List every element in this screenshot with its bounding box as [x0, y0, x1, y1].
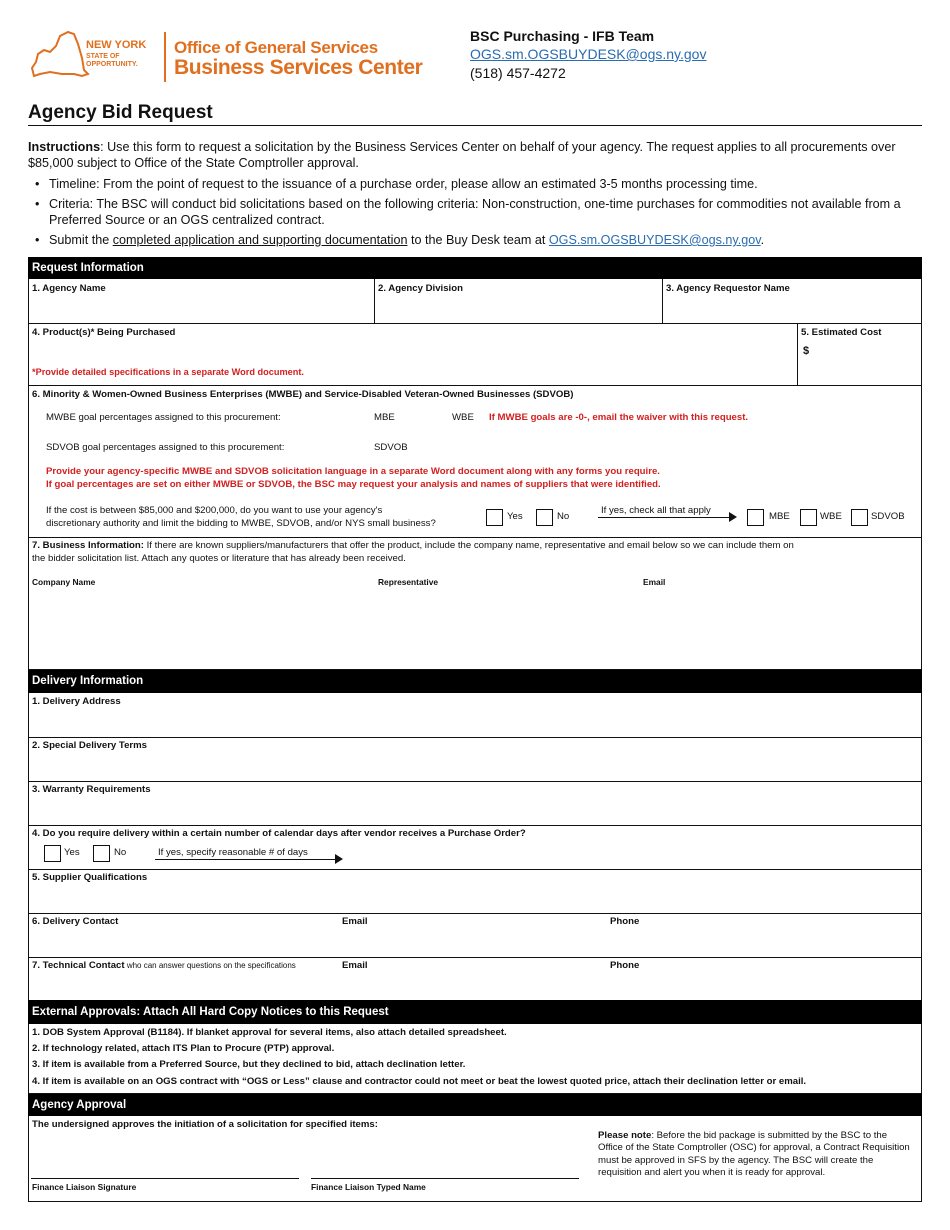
- org-name-line1: Office of General Services: [174, 38, 378, 57]
- technical-contact-note: who can answer questions on the specifications: [124, 961, 296, 970]
- please-note: [598, 1130, 914, 1180]
- delivery-contact-email-field[interactable]: Email: [342, 916, 368, 927]
- red-note-2: If goal percentages are set on either MWBE or SDVOB, the BSC may request your analysis and names of suppliers that were identified.: [46, 479, 661, 490]
- title-rule: [28, 125, 922, 126]
- cost-question-line2: discretionary authority and limit the bidding to MWBE, SDVOB, and/or NYS small business?: [46, 518, 436, 529]
- divider: [28, 825, 922, 826]
- arrow-right-icon: [335, 854, 343, 864]
- request-information-header: Request Information: [28, 257, 922, 279]
- approval-item-4: 4. If item is available on an OGS contract with “OGS or Less” clause and contractor could not meet or beat the lowest quoted price, attach their declination letter or email.: [32, 1076, 807, 1087]
- approval-item-3: 3. If item is available from a Preferred Source, but they declined to bid, attach declination letter.: [32, 1059, 466, 1070]
- instructions-label: Instructions: [28, 140, 101, 154]
- delivery-no-checkbox[interactable]: [93, 845, 110, 862]
- supplier-qualifications-field[interactable]: 5. Supplier Qualifications: [32, 872, 148, 883]
- contact-email-link[interactable]: OGS.sm.OGSBUYDESK@ogs.ny.gov: [470, 46, 707, 62]
- delivery-days-hint: If yes, specify reasonable # of days: [158, 847, 308, 858]
- cost-yes-checkbox[interactable]: [486, 509, 503, 526]
- mbe-checkbox[interactable]: [747, 509, 764, 526]
- sdvob-goal-label: SDVOB goal percentages assigned to this procurement:: [46, 442, 285, 453]
- application-link[interactable]: completed application and supporting documentation: [112, 233, 408, 247]
- delivery-no-label: No: [114, 847, 127, 858]
- please-note-label: Please note: [598, 1130, 652, 1141]
- mwbe-title: 6. Minority & Women-Owned Business Enterprises (MWBE) and Service-Disabled Veteran-Owned Businesses (SDVOB): [32, 389, 574, 400]
- wbe-goal-field[interactable]: WBE: [452, 412, 474, 423]
- products-note: *Provide detailed specifications in a separate Word document.: [32, 367, 304, 377]
- mbe-option-label: MBE: [769, 511, 790, 522]
- delivery-information-header: Delivery Information: [28, 670, 922, 693]
- dollar-sign: $: [803, 345, 810, 357]
- logo-line-3: OPPORTUNITY.: [86, 61, 138, 68]
- delivery-contact-field[interactable]: 6. Delivery Contact: [32, 916, 119, 927]
- business-info-text1: If there are known suppliers/manufacturers that offer the product, include the company name, representative and email below so we can include them on: [143, 540, 794, 551]
- divider: [28, 781, 922, 782]
- bullet-timeline: • Timeline: From the point of request to the issuance of a purchase order, please allow an estimated 3-5 months processing time.: [28, 176, 922, 192]
- mwbe-waiver-note: If MWBE goals are -0-, email the waiver with this request.: [489, 412, 749, 423]
- delivery-days-question: 4. Do you require delivery within a certain number of calendar days after vendor receives a Purchase Order?: [32, 828, 526, 839]
- please-note-text: : Before the bid package is submitted by the BSC to the Office of the State Comptroller (OSC) for approval, a Contract Requisition must be approved in SFS by the agency. The BSC will create the requisition and alert you when it is ready for approval.: [598, 1130, 910, 1179]
- bullet-submit: [28, 232, 922, 248]
- sdvob-goal-field[interactable]: SDVOB: [374, 442, 408, 453]
- divider: [28, 323, 922, 324]
- company-name-column: Company Name: [32, 577, 96, 587]
- mwbe-goal-label: MWBE goal percentages assigned to this procurement:: [46, 412, 281, 423]
- logo-line-1: NEW YORK: [86, 39, 147, 51]
- delivery-address-field[interactable]: 1. Delivery Address: [32, 696, 121, 707]
- bullet-criteria: • Criteria: The BSC will conduct bid solicitations based on the following criteria: Non-construction, one-time purchases for commodities not available from a Preferred Source or an OGS centralized contract.: [28, 196, 922, 228]
- delivery-yes-checkbox[interactable]: [44, 845, 61, 862]
- divider: [662, 279, 663, 323]
- technical-contact-field[interactable]: [32, 960, 296, 971]
- instruction-bullets: [28, 176, 922, 252]
- cost-question-line1: If the cost is between $85,000 and $200,000, do you want to use your agency's: [46, 505, 383, 516]
- delivery-terms-field[interactable]: 2. Special Delivery Terms: [32, 740, 148, 751]
- divider: [28, 957, 922, 958]
- divider: [374, 279, 375, 323]
- estimated-cost-field[interactable]: 5. Estimated Cost: [801, 327, 882, 338]
- products-field[interactable]: 4. Product(s)* Being Purchased: [32, 327, 176, 338]
- request-information-section: [28, 257, 922, 670]
- representative-column: Representative: [378, 577, 439, 587]
- finance-liaison-typed-name-field[interactable]: Finance Liaison Typed Name: [311, 1182, 426, 1192]
- wbe-option-label: WBE: [820, 511, 842, 522]
- agency-approval-header: Agency Approval: [28, 1094, 922, 1116]
- agency-division-field[interactable]: 2. Agency Division: [378, 283, 463, 294]
- cost-no-label: No: [557, 511, 570, 522]
- contact-phone: (518) 457-4272: [470, 65, 566, 81]
- page-title: Agency Bid Request: [28, 102, 213, 123]
- bullet-submit-end: .: [760, 233, 765, 247]
- arrow-right-icon: [729, 512, 737, 522]
- bullet-submit-mid: to the Buy Desk team at: [407, 233, 549, 247]
- signature-line: [31, 1178, 299, 1179]
- sdvob-option-label: SDVOB: [871, 511, 905, 522]
- divider: [28, 737, 922, 738]
- contact-team: BSC Purchasing - IFB Team: [470, 28, 655, 44]
- divider: [28, 869, 922, 870]
- business-info-line1: [32, 540, 794, 551]
- wbe-checkbox[interactable]: [800, 509, 817, 526]
- red-note-1: Provide your agency-specific MWBE and SDVOB solicitation language in a separate Word document along with any forms you require.: [46, 466, 660, 477]
- new-york-state-logo: [28, 28, 168, 88]
- check-all-hint: If yes, check all that apply: [601, 505, 711, 516]
- agency-requestor-field[interactable]: 3. Agency Requestor Name: [666, 283, 790, 294]
- delivery-contact-phone-field[interactable]: Phone: [610, 916, 640, 927]
- divider: [797, 323, 798, 385]
- warranty-field[interactable]: 3. Warranty Requirements: [32, 784, 151, 795]
- technical-contact-email-field[interactable]: Email: [342, 960, 368, 971]
- approval-item-2: 2. If technology related, attach ITS Plan to Procure (PTP) approval.: [32, 1043, 335, 1054]
- business-info-label: 7. Business Information:: [32, 540, 144, 551]
- divider: [28, 385, 922, 386]
- org-name-line2: Business Services Center: [174, 56, 423, 79]
- external-approvals-header: External Approvals: Attach All Hard Copy Notices to this Request: [28, 1000, 922, 1024]
- finance-liaison-signature-field[interactable]: Finance Liaison Signature: [32, 1182, 137, 1192]
- technical-contact-label: 7. Technical Contact: [32, 960, 125, 971]
- delivery-days-arrow-line: [155, 859, 335, 860]
- bullet-submit-pre: Submit the: [49, 233, 113, 247]
- cost-yes-label: Yes: [507, 511, 523, 522]
- approval-item-1: 1. DOB System Approval (B1184). If blanket approval for several items, also attach detailed spreadsheet.: [32, 1027, 507, 1038]
- delivery-yes-label: Yes: [64, 847, 80, 858]
- technical-contact-phone-field[interactable]: Phone: [610, 960, 640, 971]
- logo-divider: [164, 32, 166, 82]
- divider: [28, 537, 922, 538]
- agency-name-field[interactable]: 1. Agency Name: [32, 283, 106, 294]
- mbe-goal-field[interactable]: MBE: [374, 412, 395, 423]
- instructions-text: : Use this form to request a solicitation by the Business Services Center on behalf of your agency. The request applies to all procurements over $85,000 subject to Office of the State Comptroller approval.: [28, 140, 896, 170]
- check-all-arrow-line: [598, 517, 730, 518]
- cost-no-checkbox[interactable]: [536, 509, 553, 526]
- approval-statement: The undersigned approves the initiation of a solicitation for specified items:: [32, 1119, 378, 1130]
- divider: [28, 913, 922, 914]
- email-column: Email: [643, 577, 666, 587]
- typed-name-line: [311, 1178, 579, 1179]
- logo-line-2: STATE OF: [86, 53, 120, 60]
- sdvob-checkbox[interactable]: [851, 509, 868, 526]
- business-info-line2: the bidder solicitation list. Attach any quotes or literature that has already been received.: [32, 553, 406, 564]
- instructions: [28, 139, 922, 171]
- buydesk-email-link[interactable]: OGS.sm.OGSBUYDESK@ogs.ny.gov: [548, 233, 761, 247]
